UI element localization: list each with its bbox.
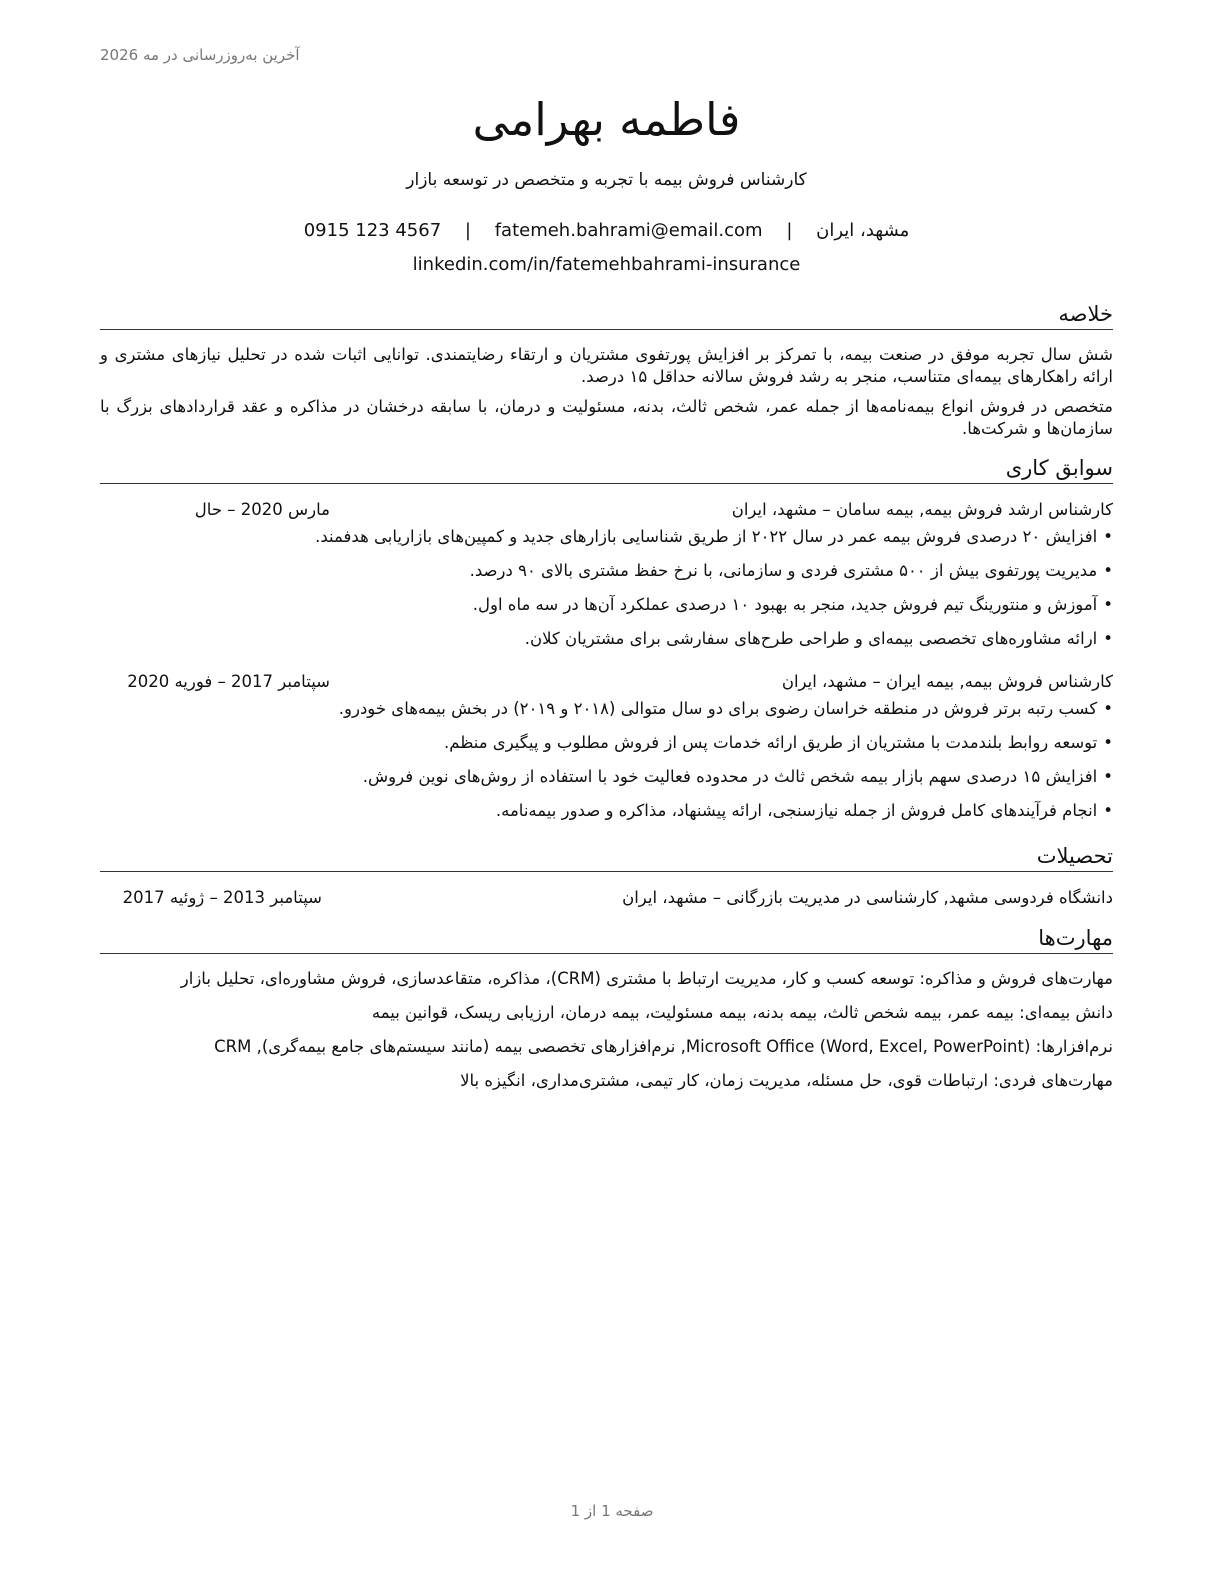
- contact-line: [100, 218, 1113, 244]
- job-entry: [100, 498, 1113, 650]
- job-title: کارشناس فروش بیمه, بیمه ایران – مشهد، ایران: [781, 672, 1113, 691]
- contact-linkedin[interactable]: linkedin.com/in/fatemehbahrami-insurance: [412, 254, 801, 275]
- job-bullet: • افزایش ۲۰ درصدی فروش بیمه عمر در سال ۲۰۲۲ از طریق شناسایی بازارهای جدید و کمپین‌های بازاریابی هدفمند.: [100, 526, 1113, 548]
- education-dates: سپتامبر 2013 – ژوئیه 2017: [122, 888, 322, 907]
- contact-separator: |: [786, 220, 793, 241]
- candidate-headline: کارشناس فروش بیمه با تجربه و متخصص در توسعه بازار: [406, 170, 807, 190]
- experience-section-title: سوابق کاری: [100, 454, 1113, 484]
- job-bullet: • کسب رتبه برتر فروش در منطقه خراسان رضوی برای دو سال متوالی (۲۰۱۸ و ۲۰۱۹) در بخش بیمه‌های خودرو.: [100, 698, 1113, 720]
- summary-paragraph: شش سال تجربه موفق در صنعت بیمه، با تمرکز بر افزایش پورتفوی مشتریان و ارتقاء رضایتمندی. توانایی اثبات شده در تحلیل نیازهای مشتری و ارائه راهکارهای بیمه‌ای متناسب، منجر به رشد فروش سالانه حداقل ۱۵ درصد.: [100, 345, 1113, 386]
- skill-line: مهارت‌های فردی: ارتباطات قوی، حل مسئله، مدیریت زمان، کار تیمی، مشتری‌مداری، انگیزه بالا: [460, 1071, 1113, 1090]
- job-title: کارشناس ارشد فروش بیمه, بیمه سامان – مشهد، ایران: [731, 500, 1113, 519]
- job-header: [100, 498, 1113, 522]
- resume-content: [100, 86, 1113, 1104]
- job-bullet: • انجام فرآیندهای کامل فروش از جمله نیازسنجی، ارائه پیشنهاد، مذاکره و صدور بیمه‌نامه.: [100, 800, 1113, 822]
- skill-line: نرم‌افزارها: Microsoft Office (Word, Excel, PowerPoint), نرم‌افزارهای تخصصی بیمه (مانند سیستم‌های جامع بیمه‌گری), CRM: [214, 1037, 1113, 1056]
- job-bullet: • آموزش و منتورینگ تیم فروش جدید، منجر به بهبود ۱۰ درصدی عملکرد آن‌ها در سه ماه اول.: [100, 594, 1113, 616]
- education-title: دانشگاه فردوسی مشهد, کارشناسی در مدیریت بازرگانی – مشهد، ایران: [622, 888, 1113, 907]
- education-entry: [100, 886, 1113, 910]
- job-header: [100, 670, 1113, 694]
- skill-line: دانش بیمه‌ای: بیمه عمر، بیمه شخص ثالث، بیمه بدنه، بیمه مسئولیت، بیمه درمان، ارزیابی ریسک، قوانین بیمه: [371, 1003, 1113, 1022]
- summary-paragraph: متخصص در فروش انواع بیمه‌نامه‌ها از جمله عمر، شخص ثالث، بدنه، مسئولیت و درمان، با سابقه درخشان در مذاکره و عقد قراردادهای بزرگ با سازمان‌ها و شرکت‌ها.: [100, 397, 1113, 438]
- contact-location: مشهد، ایران: [816, 220, 910, 241]
- skill-line: مهارت‌های فروش و مذاکره: توسعه کسب و کار، مدیریت ارتباط با مشتری (CRM)، مذاکره، متقاعدسازی، فروش مشاوره‌ای، تحلیل بازار: [180, 969, 1113, 988]
- page-number: صفحه 1 از 1: [570, 1502, 654, 1520]
- contact-linkedin-row: [100, 252, 1113, 278]
- job-entry: [100, 670, 1113, 822]
- contact-email[interactable]: fatemeh.bahrami@email.com: [494, 220, 763, 241]
- contact-phone: 0915 123 4567: [303, 220, 442, 241]
- education-section-title: تحصیلات: [100, 842, 1113, 872]
- contact-separator: |: [464, 220, 471, 241]
- job-bullets: [100, 526, 1113, 650]
- job-bullet: • توسعه روابط بلندمدت با مشتریان از طریق ارائه خدمات پس از فروش مطلوب و پیگیری منظم.: [100, 732, 1113, 754]
- job-dates: سپتامبر 2017 – فوریه 2020: [127, 672, 330, 691]
- summary-section-title: خلاصه: [100, 300, 1113, 330]
- job-bullets: [100, 698, 1113, 822]
- skills-section-title: مهارت‌ها: [100, 924, 1113, 954]
- job-bullet: • مدیریت پورتفوی بیش از ۵۰۰ مشتری فردی و سازمانی، با نرخ حفظ مشتری بالای ۹۰ درصد.: [100, 560, 1113, 582]
- last-updated-note: آخرین به‌روزرسانی در مه 2026: [100, 46, 300, 64]
- job-dates: مارس 2020 – حال: [194, 500, 330, 519]
- candidate-name: فاطمه بهرامی: [472, 93, 741, 146]
- job-bullet: • افزایش ۱۵ درصدی سهم بازار بیمه شخص ثالث در محدوده فعالیت خود با استفاده از روش‌های نوین فروش.: [100, 766, 1113, 788]
- job-bullet: • ارائه مشاوره‌های تخصصی بیمه‌ای و طراحی طرح‌های سفارشی برای مشتریان کلان.: [100, 628, 1113, 650]
